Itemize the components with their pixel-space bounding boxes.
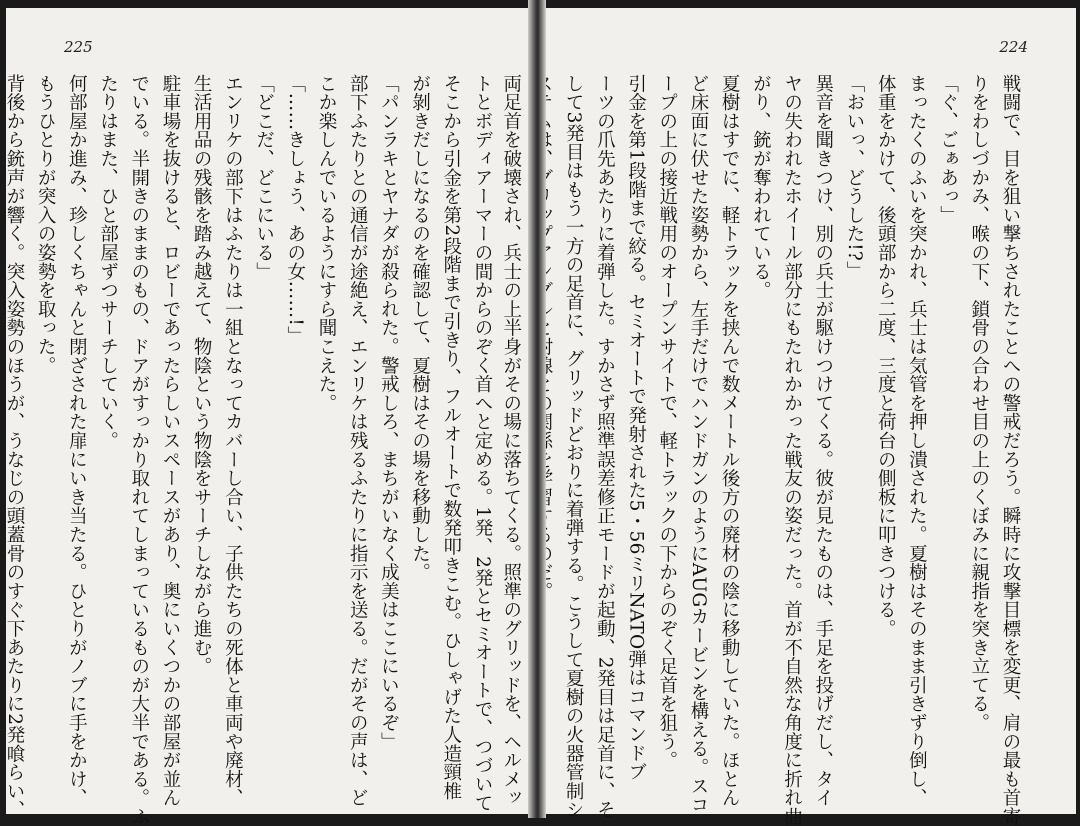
text-line: りをわしづかみ、喉の下、鎖骨の合わせ目の上のくぼみに親指を突き立てる。 bbox=[968, 74, 990, 732]
text-line: ーツの爪先あたりに着弾した。すかさず照準誤差修正モードが起動、2発目は足首に、そ bbox=[594, 74, 616, 820]
text-line: トとボディアーマーの間からのぞく首へと定める。1発、2発とセミオートで、つづいて bbox=[472, 74, 493, 813]
text-line: 「どこだ、どこにいる」 bbox=[253, 74, 275, 281]
text-line: まったくのふいを突かれ、兵士は気管を押し潰された。夏樹はそのまま引きずり倒し、 bbox=[906, 74, 928, 808]
page-number: 224 bbox=[999, 38, 1028, 56]
text-line: ヤの失われたホイール部分にもたれかかった戦友の姿だった。首が不自然な角度に折れ曲 bbox=[781, 74, 803, 826]
text-line: もうひとりが突入の姿勢を取った。 bbox=[35, 74, 57, 375]
right-page bbox=[500, 8, 1076, 826]
text-line: 戦闘で、目を狙い撃ちされたことへの警戒だろう。瞬時に攻撃目標を変更、肩の最も首寄 bbox=[1000, 74, 1021, 826]
text-line: 引金を第1段階まで絞る。セミオートで発射された5・56ミリNATO弾はコマンドブ bbox=[625, 74, 647, 782]
text-line: たりはまた、ひと部屋ずつサーチしていく。 bbox=[97, 74, 119, 450]
text-line: そこから引金を第2段階まで引きり、フルオートで数発叩きこむ。ひしゃげた人造頸椎 bbox=[440, 74, 462, 801]
text-line: 背後から銃声が響く。突入姿勢のほうが、うなじの頭蓋骨のすぐ下あたりに2発喰らい、 bbox=[3, 74, 25, 820]
text-line: 部下ふたりとの通信が途絶え、エンリケは残るふたりに指示を送る。だがその声は、ど bbox=[347, 74, 369, 808]
text-line: 駐車場を抜けると、ロビーであったらしいスペースがあり、奥にいくつかの部屋が並ん bbox=[159, 74, 181, 808]
text-line: 「おいっ、どうした!?」 bbox=[843, 74, 865, 280]
text-line: エンリケの部下はふたりは一組となってカバーし合い、子供たちの死体と車両や廃材、 bbox=[222, 74, 244, 808]
text-line: 「……きしょう、あの女……!」 bbox=[284, 74, 306, 345]
text-line: ど床面に伏せた姿勢から、左手だけでハンドガンのようにAUGカービンを構える。スコ bbox=[687, 74, 709, 815]
text-line: 「ぐ、ごぁあっ」 bbox=[937, 74, 959, 225]
text-line: 何部屋か進み、珍しくちゃんと閉ざされた扉にいき当たる。ひとりがノブに手をかけ、 bbox=[66, 74, 88, 808]
text-line: 「パンラキとヤナダが殺られた。警戒しろ、まちがいなく成美はここにいるぞ」 bbox=[378, 74, 400, 751]
left-page bbox=[3, 8, 536, 826]
body-text bbox=[3, 74, 498, 826]
text-line: ープの上の接近戦用のオープンサイトで、軽トラックの下からのぞく足首を狙う。 bbox=[656, 74, 678, 770]
text-line: 夏樹はすでに、軽トラックを挟んで数メートル後方の廃材の陰に移動していた。ほとん bbox=[719, 74, 741, 808]
text-line: 体重をかけて、後頭部から二度、三度と荷台の側板に叩きつける。 bbox=[875, 74, 897, 638]
text-line: して3発目はもう一方の足首に、グリッドどおりに着弾する。こうして夏樹の火器管制シ bbox=[563, 74, 585, 820]
text-line: 異音を聞きつけ、別の兵士が駆けつけてくる。彼が見たものは、手足を投げだし、タイ bbox=[812, 74, 834, 808]
text-line: でいる。半開きのままのもの、ドアがすっかり取れてしまっているものが大半である。ふ bbox=[128, 74, 150, 826]
body-text bbox=[500, 74, 1026, 826]
text-line: 両足首を破壊され、兵士の上半身がその場に落ちてくる。照準のグリッドを、ヘルメッ bbox=[500, 74, 522, 808]
text-line: がり、銃が奪われている。 bbox=[750, 74, 772, 300]
page-number: 225 bbox=[64, 38, 93, 56]
text-line: 生活用品の残骸を踏み越えて、物陰という物陰をサーチしながら進む。 bbox=[191, 74, 213, 676]
text-line: が剝きだしになるのを確認して、夏樹はその場を移動した。 bbox=[409, 74, 431, 582]
book-gutter bbox=[528, 0, 546, 818]
text-line: こか楽しんでいるようにすら聞こえた。 bbox=[315, 74, 337, 413]
